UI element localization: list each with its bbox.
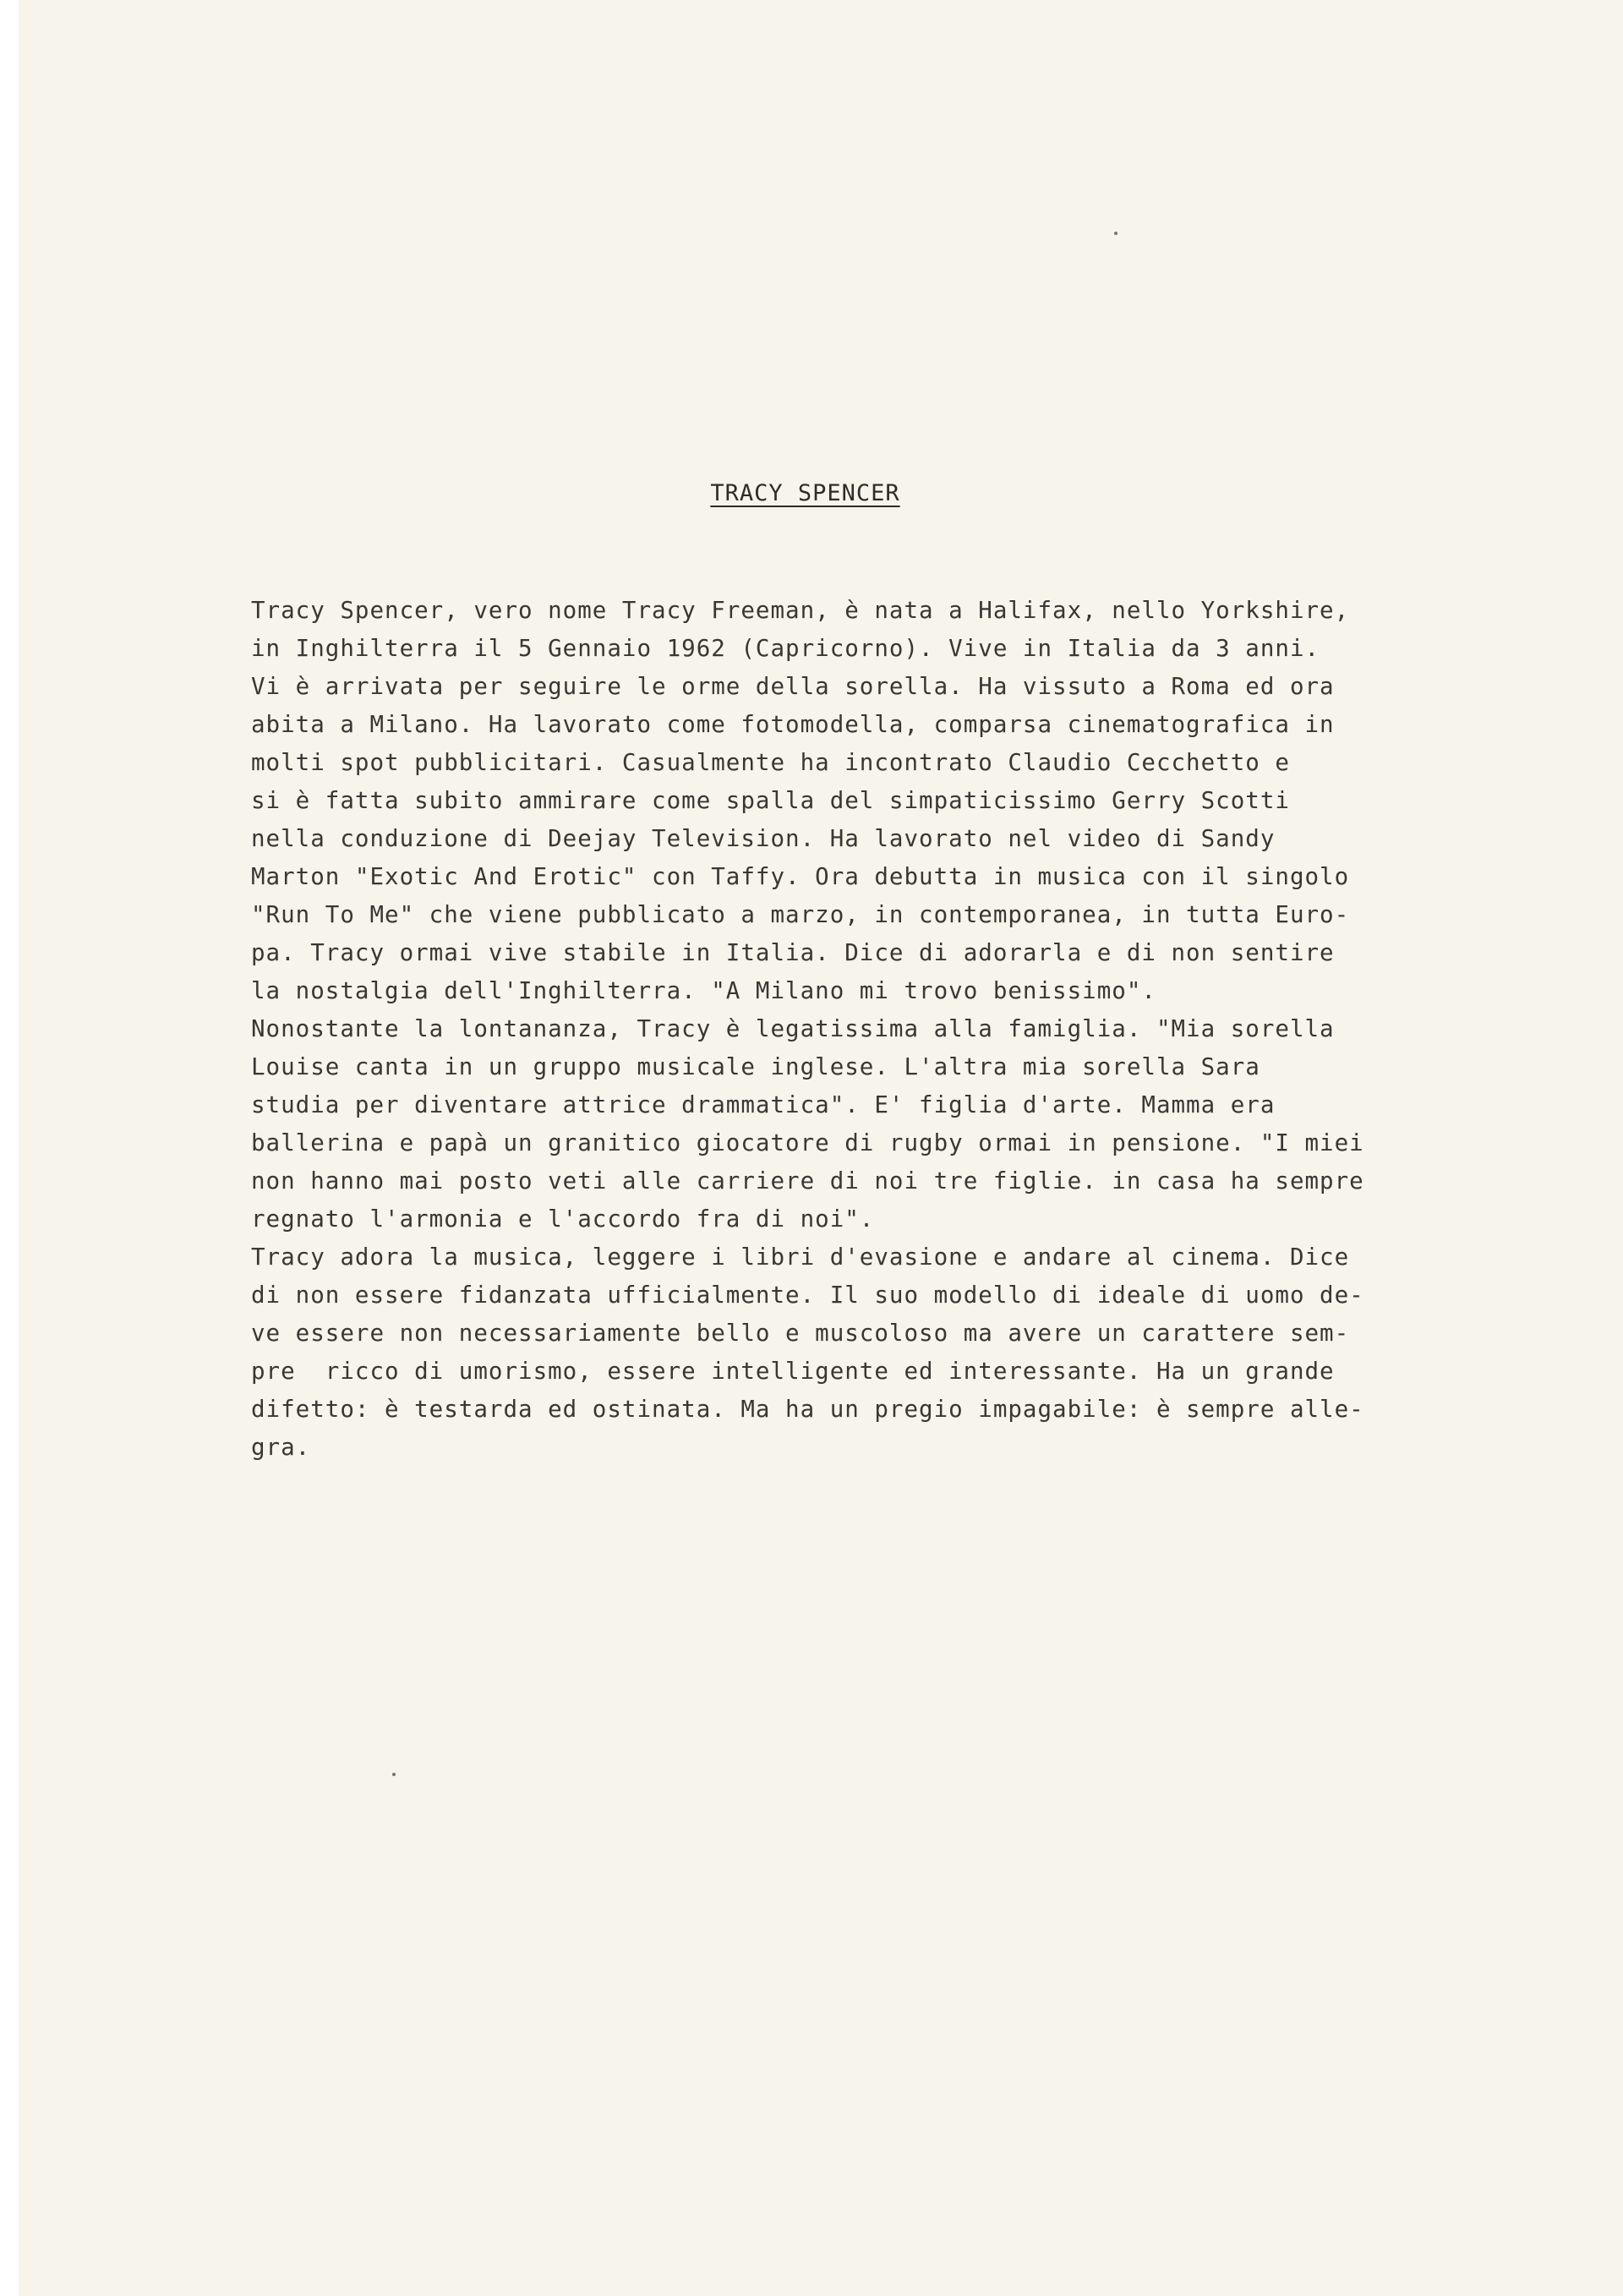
body-line: abita a Milano. Ha lavorato come fotomodella, comparsa cinematografica in [251,711,1335,738]
body-line: regnato l'armonia e l'accordo fra di noi". [251,1205,875,1233]
document-title: TRACY SPENCER [710,480,900,506]
body-line: gra. [251,1434,311,1461]
body-line: Tracy Spencer, vero nome Tracy Freeman, è nata a Halifax, nello Yorkshire, [251,597,1350,624]
body-line: Marton "Exotic And Erotic" con Taffy. Ora debutta in musica con il singolo [251,863,1350,890]
body-line: ballerina e papà un granitico giocatore di rugby ormai in pensione. "I miei [251,1129,1364,1156]
document-body [251,592,1502,1467]
body-line: studia per diventare attrice drammatica". E' figlia d'arte. Mamma era [251,1091,1276,1118]
body-line: non hanno mai posto veti alle carriere di noi tre figlie. in casa ha sempre [251,1167,1364,1194]
body-line: di non essere fidanzata ufficialmente. Il suo modello di ideale di uomo de- [251,1282,1364,1309]
body-line: Tracy adora la musica, leggere i libri d'evasione e andare al cinema. Dice [251,1244,1350,1271]
body-line: ve essere non necessariamente bello e muscoloso ma avere un carattere sem- [251,1320,1350,1347]
body-line: molti spot pubblicitari. Casualmente ha incontrato Claudio Cecchetto e [251,749,1290,776]
body-line: nella conduzione di Deejay Television. Ha lavorato nel video di Sandy [251,825,1276,852]
body-line: si è fatta subito ammirare come spalla del simpaticissimo Gerry Scotti [251,787,1290,814]
body-line: Nonostante la lontananza, Tracy è legatissima alla famiglia. "Mia sorella [251,1015,1335,1042]
scan-edge [0,0,19,2296]
body-line: Louise canta in un gruppo musicale inglese. L'altra mia sorella Sara [251,1053,1260,1080]
paper-speck [392,1773,396,1776]
body-line: difetto: è testarda ed ostinata. Ma ha un pregio impagabile: è sempre alle- [251,1396,1364,1423]
body-line: Vi è arrivata per seguire le orme della sorella. Ha vissuto a Roma ed ora [251,673,1335,700]
body-line: pre ricco di umorismo, essere intelligente ed interessante. Ha un grande [251,1358,1335,1385]
body-line: in Inghilterra il 5 Gennaio 1962 (Capricorno). Vive in Italia da 3 anni. [251,635,1320,662]
body-line: "Run To Me" che viene pubblicato a marzo, in contemporanea, in tutta Euro- [251,901,1350,928]
body-line: la nostalgia dell'Inghilterra. "A Milano mi trovo benissimo". [251,977,1156,1004]
paper-speck [1114,232,1118,235]
body-line: pa. Tracy ormai vive stabile in Italia. Dice di adorarla e di non sentire [251,939,1335,966]
